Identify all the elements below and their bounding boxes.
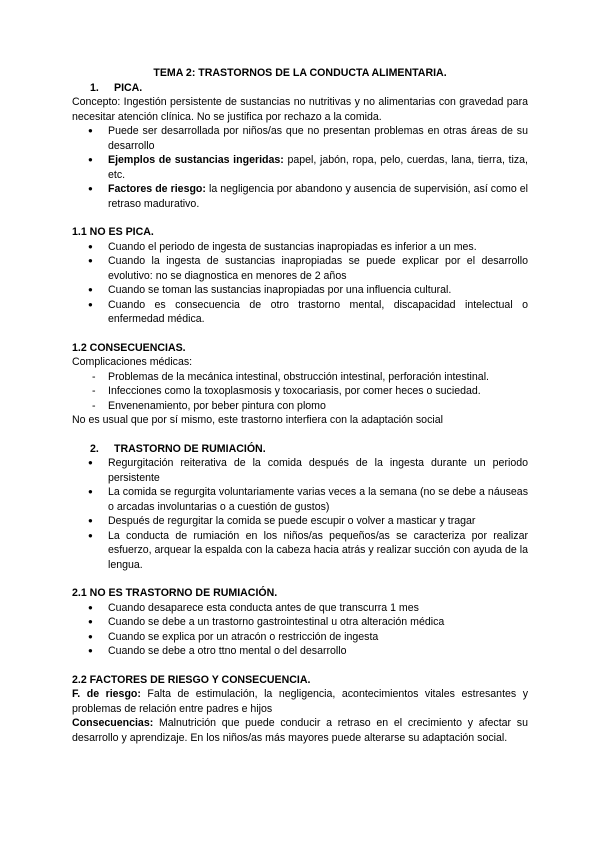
risk-text: Falta de estimulación, la negligencia, acontecimientos vitales estresantes y problemas de relación entre padres e hijos <box>72 688 528 715</box>
list-item: ● Regurgitación reiterativa de la comida después de la ingesta durante un periodo persistente <box>72 456 528 485</box>
section-2-1-heading: 2.1 NO ES TRASTORNO DE RUMIACIÓN. <box>72 587 278 599</box>
list-item: ● Cuando se debe a otro ttno mental o del desarrollo <box>72 644 528 659</box>
list-item: ● Cuando es consecuencia de otro trastorno mental, discapacidad intelectual o enfermedad médica. <box>72 298 528 327</box>
document-title: TEMA 2: TRASTORNOS DE LA CONDUCTA ALIMENTARIA. <box>153 67 447 79</box>
complications-list <box>72 370 528 414</box>
social-note: No es usual que por sí mismo, este trastorno interfiera con la adaptación social <box>72 414 443 426</box>
consequences-text: Malnutrición que puede conducir a retraso en el crecimiento y afectar su desarrollo y aprendizaje. En los niños/as más mayores puede alterarse su adaptación social. <box>72 717 528 744</box>
section-1-1-heading: 1.1 NO ES PICA. <box>72 226 154 238</box>
examples-text: papel, jabón, ropa, pelo, cuerdas, lana, tierra, tiza, etc. <box>108 154 528 181</box>
complications-intro: Complicaciones médicas: <box>72 356 193 368</box>
list-item: ● Cuando se explica por un atracón o restricción de ingesta <box>72 630 528 645</box>
list-item: ● Cuando se toman las sustancias inapropiadas por una influencia cultural. <box>72 283 528 298</box>
document-page <box>72 66 528 745</box>
pica-concept: Concepto: Ingestión persistente de sustancias no nutritivas y no alimentarias con gravedad para necesitar atención clínica. No se justifica por rechazo a la comida. <box>72 96 528 123</box>
no-pica-list <box>72 240 528 327</box>
list-item: - Infecciones como la toxoplasmosis y toxocariasis, por comer heces o suciedad. <box>72 384 528 399</box>
section-2-heading <box>90 442 528 457</box>
list-item: ● Puede ser desarrollada por niños/as que no presentan problemas en otras áreas de su desarrollo <box>72 124 528 153</box>
section-2-2-heading: 2.2 FACTORES DE RIESGO Y CONSECUENCIA. <box>72 673 311 686</box>
list-item <box>72 153 528 182</box>
risk-factors-label: Factores de riesgo: <box>108 183 206 195</box>
list-item: - Envenenamiento, por beber pintura con plomo <box>72 399 528 414</box>
examples-label: Ejemplos de sustancias ingeridas: <box>108 154 284 166</box>
list-item: ● Cuando la ingesta de sustancias inapropiadas se puede explicar por el desarrollo evolutivo: no se diagnostica en menores de 2 años <box>72 254 528 283</box>
section-1-2-heading: 1.2 CONSECUENCIAS. <box>72 341 186 354</box>
list-item: ● La comida se regurgita voluntariamente varias veces a la semana (no se debe a náuseas o arcadas involuntarias o a cuestión de gustos) <box>72 485 528 514</box>
risk-factors-text: la negligencia por abandono y ausencia de supervisión, así como el retraso madurativo. <box>108 183 528 210</box>
risk-paragraph <box>72 687 528 716</box>
section-2-title: TRASTORNO DE RUMIACIÓN. <box>114 442 266 455</box>
section-1-number: 1. <box>90 81 99 94</box>
list-item: ● Después de regurgitar la comida se puede escupir o volver a masticar y tragar <box>72 514 528 529</box>
list-item <box>72 182 528 211</box>
list-item: ● Cuando se debe a un trastorno gastrointestinal u otra alteración médica <box>72 615 528 630</box>
consequences-label: Consecuencias: <box>72 717 154 729</box>
section-2-number: 2. <box>90 442 99 455</box>
list-item: ● La conducta de rumiación en los niños/as pequeños/as se caracteriza por realizar esfuerzo, arquear la espalda con la cabeza hacia atrás y realizar succión con ayuda de la lengua. <box>72 529 528 573</box>
consequences-paragraph <box>72 716 528 745</box>
section-1-heading <box>90 81 528 96</box>
pica-bullets <box>72 124 528 211</box>
no-rumination-list <box>72 601 528 659</box>
list-item: ● Cuando desaparece esta conducta antes de que transcurra 1 mes <box>72 601 528 616</box>
risk-label: F. de riesgo: <box>72 688 141 700</box>
list-item: ● Cuando el periodo de ingesta de sustancias inapropiadas es inferior a un mes. <box>72 240 528 255</box>
list-item: - Problemas de la mecánica intestinal, obstrucción intestinal, perforación intestinal. <box>72 370 528 385</box>
rumination-list <box>72 456 528 572</box>
section-1-title: PICA. <box>114 81 143 94</box>
